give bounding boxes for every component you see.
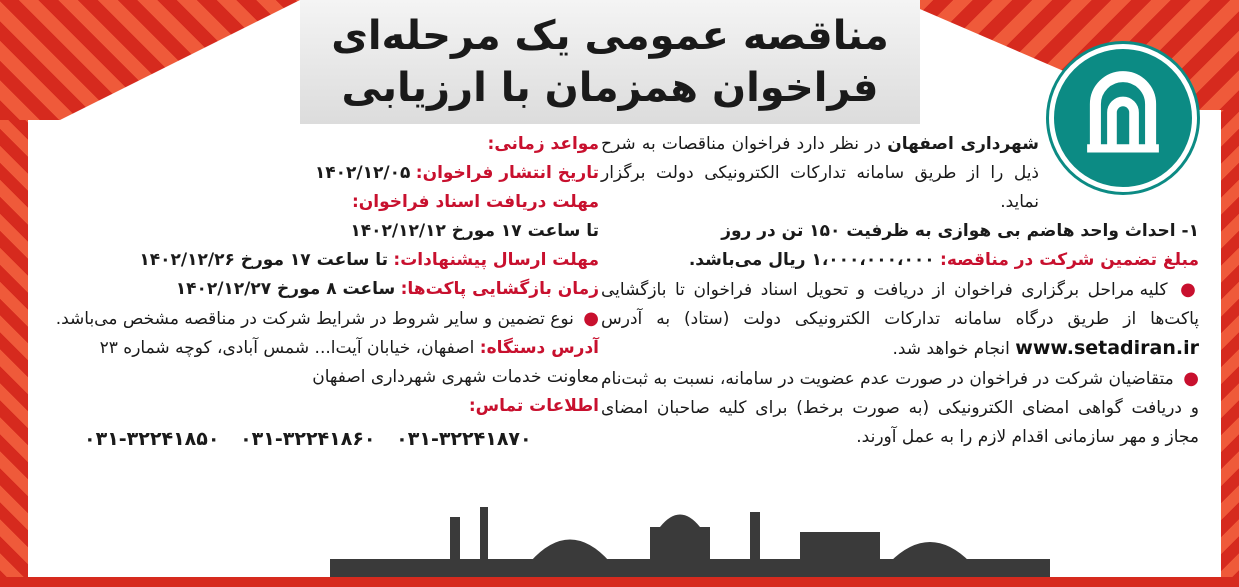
phone-3[interactable]: ۰۳۱-۳۲۲۴۱۸۵۰: [84, 428, 220, 450]
details-column-left: [14, 130, 599, 454]
item-1: ۱- احداث واحد هاضم بی هوازی به ظرفیت ۱۵۰ تن در روز: [721, 221, 1199, 241]
submit-value: تا ساعت ۱۷ مورخ ۱۴۰۲/۱۲/۲۶: [139, 250, 388, 270]
address-label: آدرس دستگاه:: [479, 338, 599, 358]
submit-label: مهلت ارسال پیشنهادات:: [393, 250, 599, 270]
decor-stripes-left: [0, 0, 300, 120]
contact-label: اطلاعات تماس:: [468, 396, 599, 416]
org-name: شهرداری اصفهان: [887, 134, 1039, 154]
intro-text: در نظر دارد فراخوان مناقصات به شرح ذیل را از طریق سامانه تدارکات الکترونیکی دولت برگزار نماید.: [601, 134, 1039, 212]
bullet-dot-icon: ●: [1180, 279, 1199, 300]
opening-value: ساعت ۸ مورخ ۱۴۰۲/۱۲/۲۷: [175, 279, 396, 299]
docs-deadline-label: مهلت دریافت اسناد فراخوان:: [351, 192, 599, 212]
schedule-heading: مواعد زمانی:: [487, 134, 599, 154]
docs-deadline-value: تا ساعت ۱۷ مورخ ۱۴۰۲/۱۲/۱۲: [350, 221, 599, 241]
opening-label: زمان بازگشایی پاکت‌ها:: [400, 279, 599, 299]
bullet-2: [601, 364, 1199, 452]
decor-bottom-band: [0, 577, 1239, 587]
bullet-dot-icon: ●: [1183, 368, 1200, 389]
guarantee-type-line: [14, 304, 599, 334]
bullet-1: [601, 275, 1199, 364]
setadiran-link[interactable]: www.setadiran.ir: [1015, 337, 1199, 359]
address-line: [14, 334, 599, 363]
publish-label: تاریخ انتشار فراخوان:: [415, 163, 599, 183]
bullet-dot-icon: ●: [583, 308, 599, 329]
address-line2: معاونت خدمات شهری شهرداری اصفهان: [312, 367, 599, 387]
title-box: [300, 0, 920, 124]
guarantee-type-text: نوع تضمین و سایر شروط در شرایط شرکت در مناقصه مشخص می‌باشد.: [55, 309, 574, 329]
opening-line: [14, 275, 599, 304]
title-line2: فراخوان همزمان با ارزیابی: [341, 65, 879, 111]
skyline-illustration: [330, 497, 1050, 577]
details-column-right: [601, 130, 1199, 452]
address-value: اصفهان، خیابان آیت‌ا... شمس آبادی، کوچه شماره ۲۳: [99, 338, 475, 358]
title-line1: مناقصه عمومی یک مرحله‌ای: [331, 13, 889, 59]
guarantee-value: ۱،۰۰۰،۰۰۰،۰۰۰ ریال می‌باشد.: [688, 250, 935, 270]
guarantee-label: مبلغ تضمین شرکت در مناقصه:: [940, 250, 1199, 270]
submit-deadline-line: [14, 246, 599, 275]
phone-list: [14, 425, 599, 454]
bullet-1-text: کلیه مراحل برگزاری فراخوان از دریافت و تحویل اسناد فراخوان تا بازگشایی پاکت‌ها از طریق درگاه سامانه تدارکات الکترونیکی دولت (ستاد) به آدرس: [601, 280, 1199, 329]
bullet-2-text: متقاضیان شرکت در فراخوان در صورت عدم عضویت در سامانه، نسبت به ثبت‌نام و دریافت گواهی امضای الکترونیکی (به صورت برخط) برای کلیه صاحبان امضای مجاز و مهر سازمانی اقدام لازم را به عمل آورند.: [601, 369, 1199, 447]
phone-2[interactable]: ۰۳۱-۳۲۲۴۱۸۶۰: [240, 428, 376, 450]
bullet-1-tail: انجام خواهد شد.: [892, 339, 1010, 359]
intro-paragraph: [601, 130, 1199, 217]
guarantee-line: [601, 246, 1199, 275]
phone-1[interactable]: ۰۳۱-۳۲۲۴۱۸۷۰: [396, 428, 532, 450]
publish-date-line: [14, 159, 599, 188]
publish-value: ۱۴۰۲/۱۲/۰۵: [314, 163, 411, 183]
decor-edge-right: [1221, 110, 1239, 587]
